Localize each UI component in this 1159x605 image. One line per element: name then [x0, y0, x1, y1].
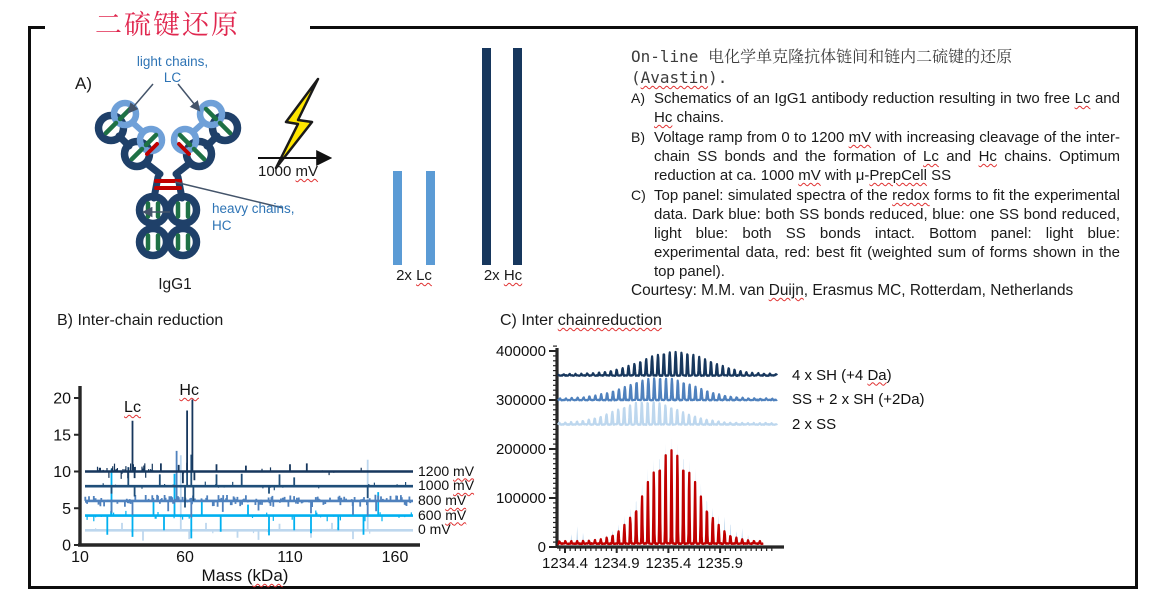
svg-text:5: 5 — [62, 500, 71, 518]
item-text: Schematics of an IgG1 antibody reduction resulting in two free Lc and Hc chains. — [654, 90, 1120, 126]
item-marker: C) — [631, 187, 646, 203]
item-text: Voltage ramp from 0 to 1200 mV with increasing cleavage of the inter-chain SS bonds and the formation of Lc and Hc chains. Optimum reduction at ca. 1000 mV with μ-PrepCell SS — [654, 129, 1120, 184]
svg-text:1235.9: 1235.9 — [697, 555, 744, 572]
description-heading-2: (Avastin). — [631, 68, 728, 87]
legend-entry: 600 mV — [418, 506, 467, 523]
heavy-chains-label: heavy chains, HC — [212, 201, 295, 233]
hc-bar-2 — [513, 48, 522, 265]
igg1-label: IgG1 — [158, 276, 192, 293]
svg-text:400000: 400000 — [495, 343, 546, 360]
svg-text:1234.4: 1234.4 — [542, 555, 588, 572]
courtesy-line: Courtesy: M.M. van Duijn, Erasmus MC, Rotterdam, Netherlands — [631, 282, 1074, 299]
description-item-a — [631, 89, 1120, 127]
legend-entry: 0 mV — [418, 521, 451, 538]
lc-bar-1 — [393, 171, 402, 265]
item-marker: A) — [631, 90, 645, 106]
peak-label: Hc — [179, 381, 199, 399]
svg-text:160: 160 — [381, 549, 409, 566]
panel-c-chart — [490, 340, 1130, 590]
description-block — [631, 46, 1120, 300]
description-item-b — [631, 128, 1120, 185]
legend-entry: 2 x SS — [792, 415, 837, 433]
legend-entry: 1000 mV — [418, 477, 475, 494]
panel-c-title: C) Inter chainreduction — [500, 312, 662, 329]
svg-text:0: 0 — [537, 539, 546, 556]
description-item-c — [631, 186, 1120, 281]
hc-bars-label: 2x Hc — [483, 267, 523, 284]
legend-entry: SS + 2 x SH (+2Da) — [792, 391, 925, 408]
light-chains-label: light chains, LC — [136, 54, 209, 85]
legend-entry: 4 x SH (+4 Da) — [792, 366, 892, 384]
svg-text:15: 15 — [53, 427, 71, 445]
svg-text:20: 20 — [53, 390, 71, 408]
legend-entry: 800 mV — [418, 491, 467, 508]
slide-border-top-right — [310, 26, 1138, 29]
x-axis-title: Mass (kDa) — [201, 566, 289, 585]
svg-text:110: 110 — [277, 549, 303, 566]
svg-text:1234.9: 1234.9 — [593, 555, 640, 572]
voltage-label: 1000 mV — [258, 163, 319, 180]
panel-a-label: A) — [75, 74, 92, 93]
panel-b-title: B) Inter-chain reduction — [57, 312, 224, 329]
svg-text:10: 10 — [71, 549, 89, 566]
svg-text:60: 60 — [176, 549, 194, 566]
svg-text:10: 10 — [53, 464, 71, 481]
legend-entry: 1200 mV — [418, 462, 475, 479]
page-title: 二硫键还原 — [95, 10, 240, 41]
svg-text:300000: 300000 — [495, 392, 546, 409]
slide-border-top-left — [28, 26, 45, 29]
svg-text:200000: 200000 — [495, 441, 546, 458]
lc-bar-2 — [426, 171, 435, 265]
item-text: Top panel: simulated spectra of the redox forms to fit the experimental data. Dark blue: both SS bonds reduced, blue: one SS bond reduced, light blue: both SS bonds intact. Bottom panel: light blue: experimental data, red: best fit (weighted sum of forms shown in the top panel). — [654, 187, 1120, 280]
panel-b-chart — [45, 378, 505, 603]
svg-text:100000: 100000 — [495, 490, 546, 507]
svg-text:0: 0 — [62, 537, 71, 555]
description-heading: On-line 电化学单克隆抗体链间和链内二硫键的还原 — [631, 47, 1013, 66]
lc-bars-label: 2x Lc — [396, 267, 432, 284]
svg-text:1235.4: 1235.4 — [645, 555, 692, 572]
hc-bar-1 — [482, 48, 491, 265]
peak-label: Lc — [124, 398, 141, 416]
item-marker: B) — [631, 129, 645, 145]
